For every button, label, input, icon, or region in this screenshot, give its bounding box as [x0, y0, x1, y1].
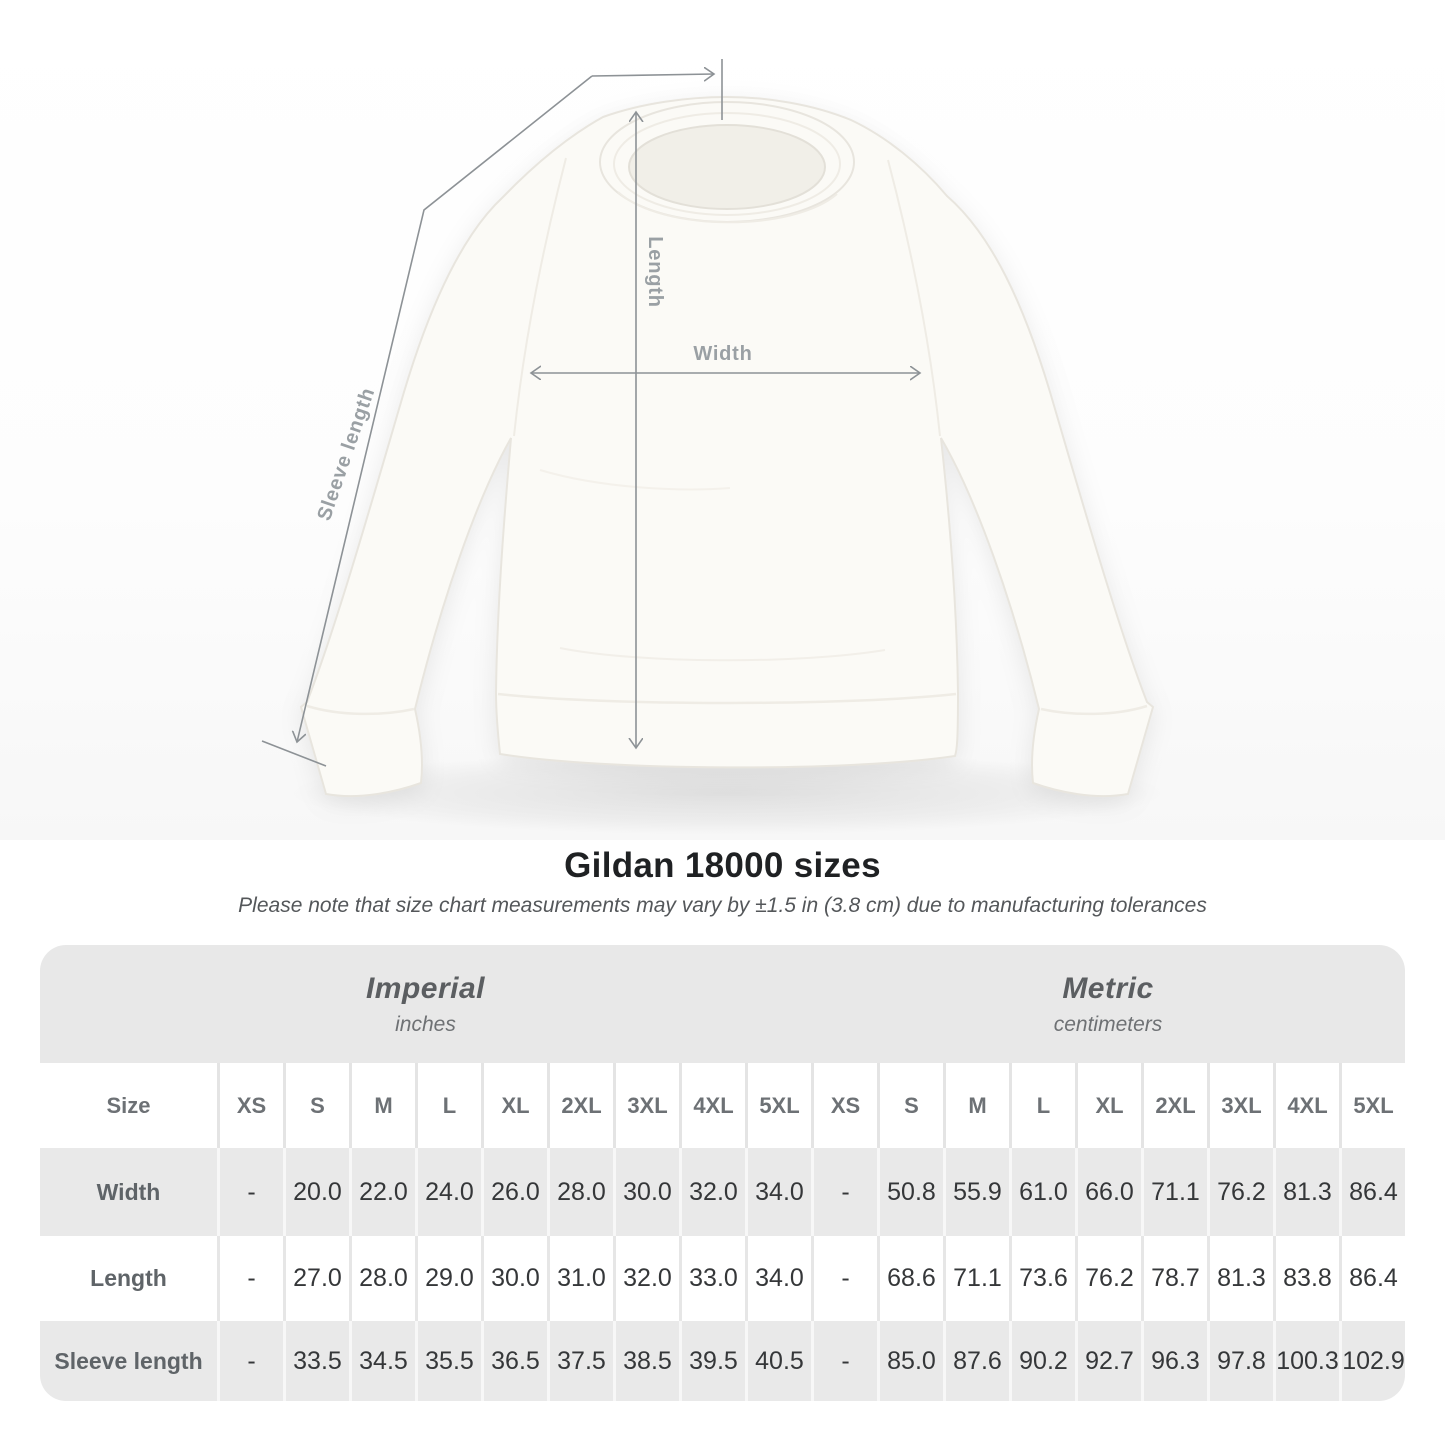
metric-size-2xl: 2XL	[1141, 1063, 1207, 1148]
length-imperial-5xl: 34.0	[745, 1236, 811, 1321]
sleeve-metric-2xl: 96.3	[1141, 1321, 1207, 1401]
unit-header-band	[40, 945, 1405, 1063]
length-imperial-l: 29.0	[415, 1236, 481, 1321]
length-metric-s: 68.6	[877, 1236, 943, 1321]
metric-size-m: M	[943, 1063, 1009, 1148]
row-label-length: Length	[90, 1265, 167, 1291]
sleeve-metric-s: 85.0	[877, 1321, 943, 1401]
table-row-length	[40, 1236, 1405, 1321]
length-imperial-4xl: 33.0	[679, 1236, 745, 1321]
width-imperial-m: 22.0	[349, 1148, 415, 1236]
length-imperial-3xl: 32.0	[613, 1236, 679, 1321]
metric-title: Metric	[1062, 971, 1154, 1005]
length-imperial-xl: 30.0	[481, 1236, 547, 1321]
width-imperial-xs: -	[217, 1148, 283, 1236]
length-metric-xl: 76.2	[1075, 1236, 1141, 1321]
sleeve-imperial-4xl: 39.5	[679, 1321, 745, 1401]
length-imperial-s: 27.0	[283, 1236, 349, 1321]
sleeve-imperial-m: 34.5	[349, 1321, 415, 1401]
length-metric-5xl: 86.4	[1339, 1236, 1405, 1321]
row-label-sleeve-length: Sleeve length	[54, 1347, 203, 1374]
metric-size-4xl: 4XL	[1273, 1063, 1339, 1148]
sleeve-imperial-xs: -	[217, 1321, 283, 1401]
width-label: Width	[693, 343, 753, 365]
table-row-width	[40, 1148, 1405, 1236]
length-imperial-2xl: 31.0	[547, 1236, 613, 1321]
imperial-size-5xl: 5XL	[745, 1063, 811, 1148]
metric-unit: centimeters	[1053, 1012, 1163, 1036]
sleeve-metric-l: 90.2	[1009, 1321, 1075, 1401]
width-imperial-5xl: 34.0	[745, 1148, 811, 1236]
width-imperial-4xl: 32.0	[679, 1148, 745, 1236]
width-imperial-s: 20.0	[283, 1148, 349, 1236]
sleeve-metric-3xl: 97.8	[1207, 1321, 1273, 1401]
size-header-cell: Size	[106, 1092, 151, 1118]
sleeve-imperial-l: 35.5	[415, 1321, 481, 1401]
imperial-size-l: L	[415, 1063, 481, 1148]
imperial-size-3xl: 3XL	[613, 1063, 679, 1148]
width-imperial-l: 24.0	[415, 1148, 481, 1236]
sleeve-length-label: Sleeve length	[313, 384, 380, 524]
metric-size-5xl: 5XL	[1339, 1063, 1405, 1148]
imperial-size-2xl: 2XL	[547, 1063, 613, 1148]
size-table	[40, 945, 1405, 1401]
sleeve-imperial-2xl: 37.5	[547, 1321, 613, 1401]
imperial-section-header	[40, 945, 811, 1063]
length-metric-4xl: 83.8	[1273, 1236, 1339, 1321]
length-metric-m: 71.1	[943, 1236, 1009, 1321]
row-label-width: Width	[96, 1178, 161, 1205]
metric-size-xl: XL	[1075, 1063, 1141, 1148]
width-metric-2xl: 71.1	[1141, 1148, 1207, 1236]
imperial-size-s: S	[283, 1063, 349, 1148]
width-imperial-xl: 26.0	[481, 1148, 547, 1236]
imperial-size-xs: XS	[217, 1063, 283, 1148]
width-metric-l: 61.0	[1009, 1148, 1075, 1236]
length-metric-xs: -	[811, 1236, 877, 1321]
length-imperial-xs: -	[217, 1236, 283, 1321]
sleeve-metric-xl: 92.7	[1075, 1321, 1141, 1401]
size-header-row	[40, 1063, 1405, 1148]
length-metric-l: 73.6	[1009, 1236, 1075, 1321]
sleeve-metric-4xl: 100.3	[1273, 1321, 1339, 1401]
imperial-title: Imperial	[365, 971, 486, 1005]
sweatshirt-illustration	[301, 97, 1153, 796]
metric-section-header	[811, 945, 1405, 1063]
width-metric-xs: -	[811, 1148, 877, 1236]
length-imperial-m: 28.0	[349, 1236, 415, 1321]
sleeve-imperial-3xl: 38.5	[613, 1321, 679, 1401]
sleeve-imperial-5xl: 40.5	[745, 1321, 811, 1401]
width-metric-3xl: 76.2	[1207, 1148, 1273, 1236]
length-label: Length	[644, 236, 666, 308]
metric-size-3xl: 3XL	[1207, 1063, 1273, 1148]
sleeve-length-top-segment	[592, 74, 714, 76]
table-row-sleeve-length	[40, 1321, 1405, 1401]
imperial-size-xl: XL	[481, 1063, 547, 1148]
width-metric-5xl: 86.4	[1339, 1148, 1405, 1236]
length-metric-2xl: 78.7	[1141, 1236, 1207, 1321]
width-imperial-2xl: 28.0	[547, 1148, 613, 1236]
metric-size-xs: XS	[811, 1063, 877, 1148]
page-title: Gildan 18000 sizes	[564, 846, 881, 885]
width-metric-m: 55.9	[943, 1148, 1009, 1236]
width-imperial-3xl: 30.0	[613, 1148, 679, 1236]
metric-size-s: S	[877, 1063, 943, 1148]
length-metric-3xl: 81.3	[1207, 1236, 1273, 1321]
sleeve-imperial-s: 33.5	[283, 1321, 349, 1401]
sleeve-metric-5xl: 102.9	[1339, 1321, 1405, 1401]
imperial-unit: inches	[395, 1012, 456, 1036]
sleeve-metric-xs: -	[811, 1321, 877, 1401]
width-metric-xl: 66.0	[1075, 1148, 1141, 1236]
sleeve-imperial-xl: 36.5	[481, 1321, 547, 1401]
imperial-size-4xl: 4XL	[679, 1063, 745, 1148]
width-metric-s: 50.8	[877, 1148, 943, 1236]
tolerance-note: Please note that size chart measurements may vary by ±1.5 in (3.8 cm) due to manufacturing tolerances	[238, 894, 1207, 917]
imperial-size-m: M	[349, 1063, 415, 1148]
metric-size-l: L	[1009, 1063, 1075, 1148]
sleeve-metric-m: 87.6	[943, 1321, 1009, 1401]
width-metric-4xl: 81.3	[1273, 1148, 1339, 1236]
